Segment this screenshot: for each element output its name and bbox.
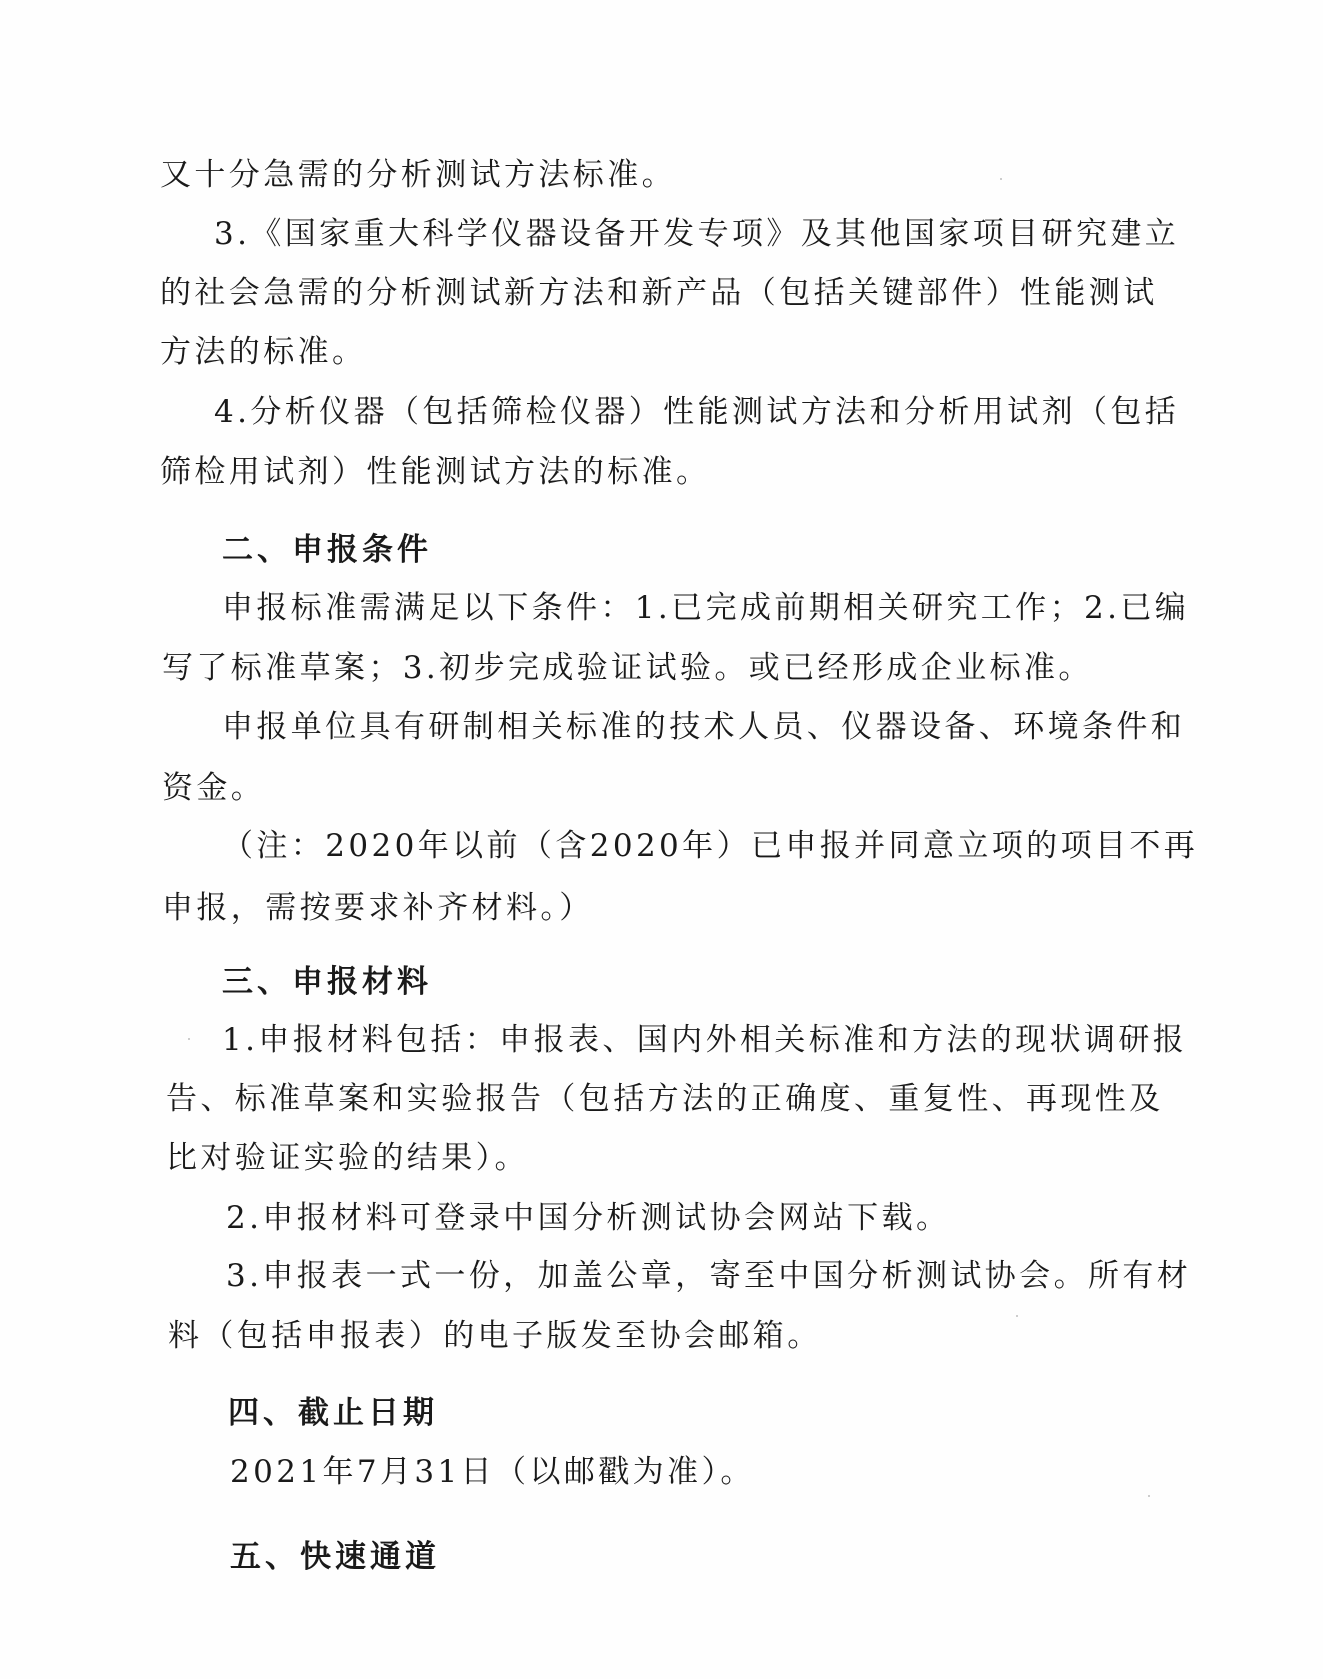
scan-speck	[1000, 178, 1002, 180]
body-line-5: 4.分析仪器（包括筛检仪器）性能测试方法和分析用试剂（包括	[214, 394, 1180, 430]
body-line-16: 料（包括申报表）的电子版发至协会邮箱。	[168, 1318, 822, 1354]
scan-speck	[1016, 1315, 1018, 1317]
body-line-10: 资金。	[162, 770, 266, 806]
note-line-1: （注：2020年以前（含2020年）已申报并同意立项的项目不再	[222, 828, 1199, 864]
body-line-1: 又十分急需的分析测试方法标准。	[160, 157, 676, 193]
deadline-line: 2021年7月31日（以邮戳为准）。	[230, 1454, 755, 1490]
section-heading-5: 五、快速通道	[230, 1539, 440, 1575]
body-line-12: 告、标准草案和实验报告（包括方法的正确度、重复性、再现性及	[166, 1081, 1164, 1117]
scan-speck	[188, 1038, 190, 1040]
body-line-6: 筛检用试剂）性能测试方法的标准。	[160, 454, 711, 490]
section-heading-4: 四、截止日期	[228, 1395, 438, 1431]
note-line-2: 申报，需按要求补齐材料。）	[162, 890, 594, 926]
body-line-15: 3.申报表一式一份，加盖公章，寄至中国分析测试协会。所有材	[226, 1258, 1192, 1294]
body-line-3: 的社会急需的分析测试新方法和新产品（包括关键部件）性能测试	[160, 275, 1158, 311]
body-line-14: 2.申报材料可登录中国分析测试协会网站下载。	[226, 1200, 951, 1236]
section-heading-2: 二、申报条件	[222, 532, 432, 568]
body-line-2: 3.《国家重大科学仪器设备开发专项》及其他国家项目研究建立	[214, 216, 1180, 252]
section-heading-3: 三、申报材料	[222, 964, 432, 1000]
body-line-8: 写了标准草案；3.初步完成验证试验。或已经形成企业标准。	[162, 650, 1093, 686]
body-line-7: 申报标准需满足以下条件：1.已完成前期相关研究工作；2.已编	[222, 590, 1190, 626]
scan-speck	[1148, 1495, 1150, 1497]
body-line-11: 1.申报材料包括：申报表、国内外相关标准和方法的现状调研报	[222, 1022, 1188, 1058]
body-line-13: 比对验证实验的结果）。	[166, 1140, 529, 1176]
body-line-9: 申报单位具有研制相关标准的技术人员、仪器设备、环境条件和	[222, 709, 1186, 745]
body-line-4: 方法的标准。	[160, 334, 367, 370]
